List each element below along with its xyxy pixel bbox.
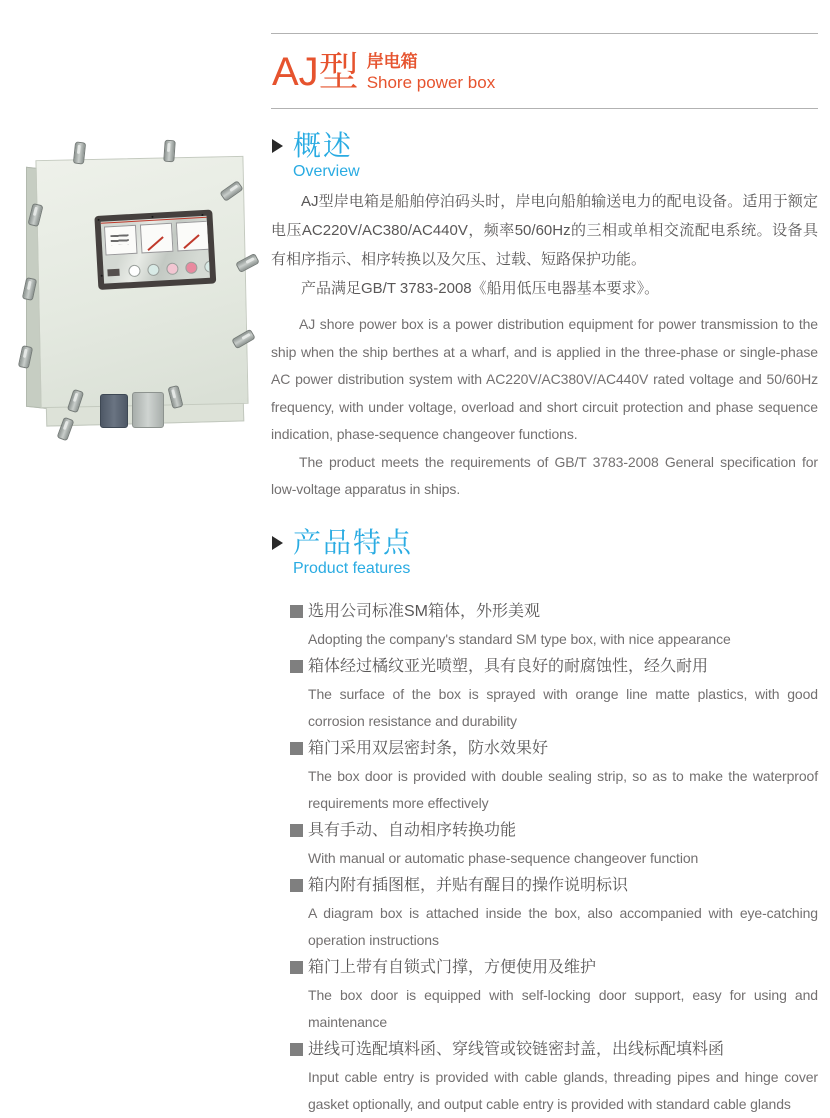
feature-text-cn: 选用公司标准SM箱体，外形美观: [308, 603, 541, 620]
window-glass: [101, 216, 210, 284]
indicator-light-icon: [128, 265, 141, 278]
overview-paragraph-cn: 产品满足GB/T 3783-2008《船用低压电器基本要求》。: [301, 280, 660, 297]
feature-item: [271, 735, 818, 817]
feature-item: [271, 872, 818, 954]
square-bullet-icon: [290, 605, 303, 618]
meter-window: [94, 209, 216, 289]
feature-text-cn: 具有手动、自动相序转换功能: [308, 822, 517, 839]
section-header-features: [272, 528, 413, 580]
label-plate-icon: [107, 268, 119, 276]
feature-item: [271, 954, 818, 1036]
indicator-light-icon: [204, 260, 210, 273]
overview-paragraph-en: The product meets the requirements of GB/T 3783-2008 General specification for low-voltage apparatus in ships.: [271, 453, 818, 497]
product-name-cn: 岸电箱: [366, 52, 418, 71]
features-list: [271, 598, 818, 1118]
product-name-en: Shore power box: [366, 73, 496, 92]
screw-icons: [98, 219, 100, 221]
model-code: AJ型: [272, 50, 359, 94]
feature-text-en: The box door is equipped with self-locking door support, easy for using and maintenance: [308, 987, 818, 1030]
square-bullet-icon: [290, 824, 303, 837]
section-title-en: Overview: [293, 163, 360, 180]
overview-paragraph-cn: AJ型岸电箱是船舶停泊码头时，岸电向船舶输送电力的配电设备。适用于额定电压AC220V/AC380/AC440V，频率50/60Hz的三相或单相交流配电系统。设备具有相序指示、相序转换以及欠压、过载、短路保护功能。: [271, 193, 818, 268]
cabinet-front-door: [35, 156, 248, 408]
latch-icon: [73, 141, 86, 164]
analog-meter-icon: [140, 223, 174, 254]
feature-text-en: Adopting the company's standard SM type box, with nice appearance: [308, 631, 731, 647]
feature-text-en: With manual or automatic phase-sequence changeover function: [308, 850, 699, 866]
feature-text-en: A diagram box is attached inside the box, also accompanied with eye-catching operation instructions: [308, 905, 818, 948]
feature-text-en: Input cable entry is provided with cable glands, threading pipes and hinge cover gasket optionally, and output cable entry is provided with standard cable glands: [308, 1069, 818, 1112]
overview-text-en: [271, 311, 818, 504]
feature-text-cn: 箱门上带有自锁式门撑，方便使用及维护: [308, 959, 597, 976]
section-title-en: Product features: [293, 560, 411, 577]
cable-gland-icon: [100, 394, 128, 428]
feature-text-cn: 箱体经过橘纹亚光喷塑，具有良好的耐腐蚀性，经久耐用: [308, 658, 709, 675]
page-title: [272, 50, 495, 94]
section-title-cn: 产品特点: [293, 527, 414, 558]
analog-meter-icon: [176, 221, 210, 252]
square-bullet-icon: [290, 742, 303, 755]
overview-text-cn: [271, 187, 818, 303]
section-header-overview: [272, 131, 360, 183]
feature-text-cn: 进线可选配填料函、穿线管或铰链密封盖，出线标配填料函: [308, 1041, 725, 1058]
square-bullet-icon: [290, 961, 303, 974]
counter-meter-icon: [104, 225, 138, 256]
square-bullet-icon: [290, 660, 303, 673]
feature-item: [271, 1036, 818, 1118]
feature-text-cn: 箱门采用双层密封条，防水效果好: [308, 740, 549, 757]
indicator-light-row: [107, 260, 210, 278]
feature-text-en: The box door is provided with double sealing strip, so as to make the waterproof requirements more effectively: [308, 768, 818, 811]
indicator-light-icon: [166, 262, 179, 275]
latch-icon: [163, 140, 176, 163]
header-divider: [271, 108, 818, 109]
feature-text-cn: 箱内附有插图框，并贴有醒目的操作说明标识: [308, 877, 629, 894]
feature-item: [271, 817, 818, 872]
square-bullet-icon: [290, 1043, 303, 1056]
indicator-light-icon: [147, 264, 160, 277]
top-divider: [271, 33, 818, 34]
overview-paragraph-en: AJ shore power box is a power distribution equipment for power transmission to the ship when the ship berthes at a wharf, and is applied in the three-phase or single-phase AC power distribution system with AC220V/AC380V/AC440V rated voltage and 50/60Hz frequency, with under voltage, overload and short circuit protection and phase sequence indication, phase-sequence changeover functions.: [271, 316, 818, 442]
section-title-cn: 概述: [293, 130, 354, 161]
section-marker-icon: [272, 536, 283, 550]
feature-text-en: The surface of the box is sprayed with orange line matte plastics, with good corrosion resistance and durability: [308, 686, 818, 729]
square-bullet-icon: [290, 879, 303, 892]
feature-item: [271, 653, 818, 735]
product-photo: [12, 142, 262, 447]
indicator-light-icon: [185, 261, 198, 274]
cable-gland-icon: [132, 392, 164, 428]
section-marker-icon: [272, 139, 283, 153]
feature-item: [271, 598, 818, 653]
